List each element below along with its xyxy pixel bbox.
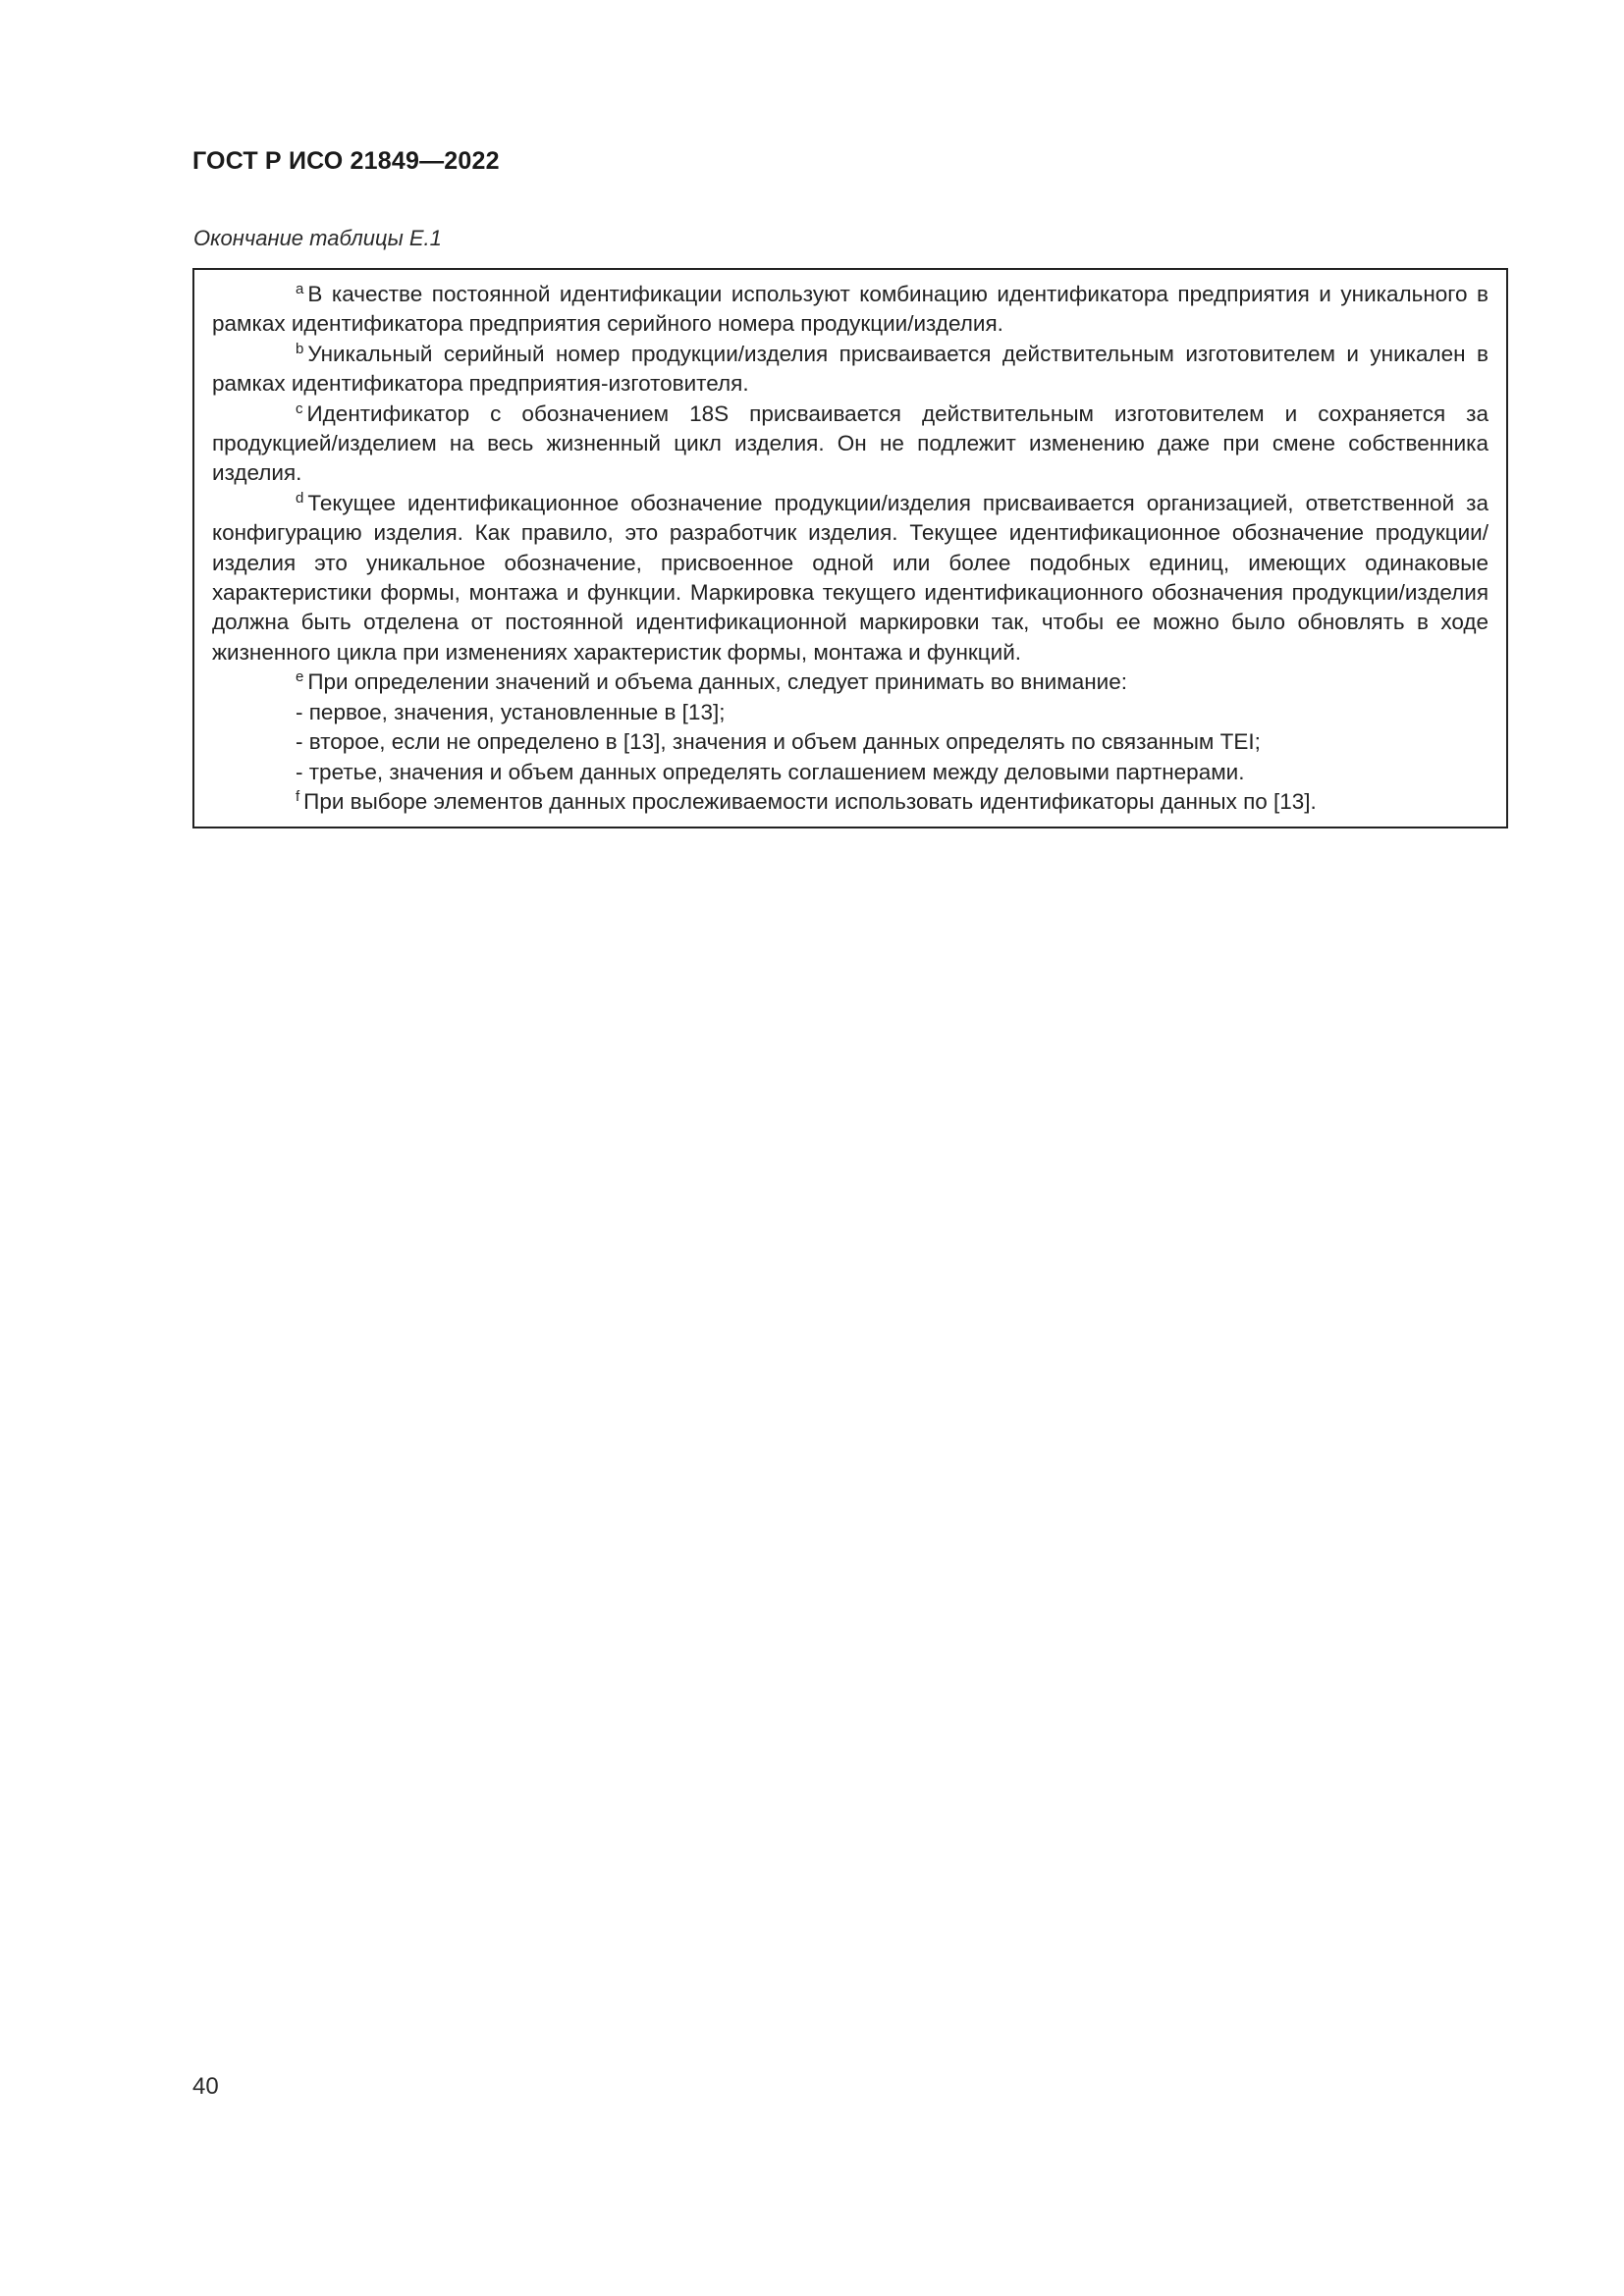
note-e bbox=[212, 667, 1489, 697]
note-text: В качестве постоянной идентификации используют комбинацию идентификатора предприятия и уникального в рамках идентификатора предприятия серийного номера продукции/изделия. bbox=[212, 282, 1489, 337]
note-marker: e bbox=[296, 668, 304, 686]
note-marker: f bbox=[296, 787, 300, 805]
note-text: Текущее идентификационное обозначение продукции/изделия присваивается организацией, ответственной за конфигурацию изделия. Как правило, это разработчик изделия. Текущее идентификационное обозначение продукции/изделия это уникальное обозначение, присвоенное одной или более подобных единиц, имеющих одинаковые характеристики формы, монтажа и функции. Маркировка текущего идентификационного обозначения продукции/изделия должна быть отделена от постоянной идентификационной маркировки так, чтобы ее можно было обновлять в ходе жизненного цикла при изменениях характеристик формы, монтажа и функций. bbox=[212, 490, 1489, 665]
table-notes-box bbox=[192, 268, 1508, 828]
page-number: 40 bbox=[192, 2073, 219, 2100]
note-marker: b bbox=[296, 340, 304, 357]
note-marker: a bbox=[296, 281, 304, 297]
note-marker: c bbox=[296, 400, 303, 417]
note-marker: d bbox=[296, 489, 304, 507]
note-a bbox=[212, 280, 1489, 340]
note-d bbox=[212, 489, 1489, 667]
document-header: ГОСТ Р ИСО 21849—2022 bbox=[192, 147, 500, 175]
note-text: Идентификатор с обозначением 18S присваивается действительным изготовителем и сохраняется за продукцией/изделием на весь жизненный цикл изделия. Он не подлежит изменению даже при смене собственника изделия. bbox=[212, 400, 1489, 486]
note-text: Уникальный серийный номер продукции/изделия присваивается действительным изготовителем и уникален в рамках идентификатора предприятия-изготовителя. bbox=[212, 341, 1489, 397]
table-caption: Окончание таблицы Е.1 bbox=[193, 226, 442, 250]
note-e-item-1: - первое, значения, установленные в [13]; bbox=[296, 699, 726, 724]
note-b bbox=[212, 340, 1489, 400]
note-e-item-3: - третье, значения и объем данных определять соглашением между деловыми партнерами. bbox=[296, 759, 1245, 784]
note-e-item-2: - второе, если не определено в [13], значения и объем данных определять по связанным TEI; bbox=[296, 729, 1261, 755]
note-text: При выборе элементов данных прослеживаемости использовать идентификаторы данных по [13]. bbox=[303, 788, 1317, 814]
note-text: При определении значений и объема данных, следует принимать во внимание: bbox=[307, 669, 1127, 695]
note-c bbox=[212, 400, 1489, 489]
note-f bbox=[212, 787, 1489, 817]
